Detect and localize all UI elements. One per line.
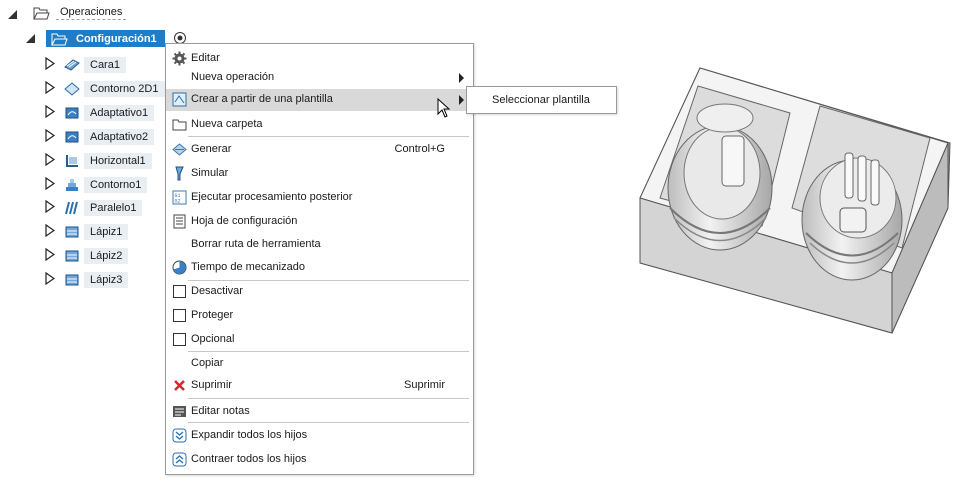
template-submenu <box>466 86 617 114</box>
operation-label: Adaptativo1 <box>84 105 154 121</box>
menu-item-label: Crear a partir de una plantilla <box>191 93 333 105</box>
expand-triangle-icon[interactable] <box>45 57 55 70</box>
menu-item-label: Tiempo de mecanizado <box>191 261 305 273</box>
contour-2d-icon <box>64 81 80 97</box>
pencil-icon <box>64 248 80 264</box>
machining-time-item[interactable] <box>166 257 473 279</box>
setup-sheet-icon <box>172 214 187 229</box>
menu-item-label: Nueva carpeta <box>191 118 263 130</box>
operation-item[interactable] <box>64 56 126 74</box>
generate-icon <box>172 142 187 157</box>
menu-item-label: Contraer todos los hijos <box>191 453 307 465</box>
protect-item[interactable] <box>166 305 473 327</box>
copy-item[interactable] <box>166 353 473 375</box>
delete-icon <box>172 378 187 393</box>
expand-all-icon <box>172 428 187 443</box>
new-folder-item[interactable] <box>166 114 473 136</box>
edit-notes-item[interactable] <box>166 401 473 423</box>
mouse-cursor-icon <box>437 98 453 120</box>
collapse-all-icon <box>172 452 187 467</box>
simulate-item[interactable] <box>166 163 473 185</box>
expand-triangle-icon[interactable] <box>45 272 55 285</box>
menu-separator <box>188 422 469 423</box>
operations-root-label[interactable]: Operaciones <box>56 5 126 20</box>
operation-label: Lápiz3 <box>84 272 128 288</box>
setup-folder-icon <box>50 32 68 46</box>
face-icon <box>64 57 80 73</box>
expand-triangle-icon[interactable] <box>45 153 55 166</box>
menu-item-label: Editar <box>191 52 220 64</box>
pencil-icon <box>64 272 80 288</box>
post-process-icon <box>172 190 187 205</box>
operation-label: Contorno 2D1 <box>84 81 165 97</box>
operation-item[interactable] <box>64 199 142 217</box>
collapse-all-children-item[interactable] <box>166 449 473 471</box>
menu-item-label: Nueva operación <box>191 71 275 83</box>
menu-separator <box>188 136 469 137</box>
setup-label: Configuración1 <box>76 32 157 45</box>
deactivate-item[interactable] <box>166 281 473 303</box>
folder-icon <box>32 5 50 21</box>
operation-label: Contorno1 <box>84 177 147 193</box>
operation-label: Lápiz2 <box>84 248 128 264</box>
expand-triangle-icon[interactable] <box>45 200 55 213</box>
operation-item[interactable] <box>64 247 128 265</box>
collapse-triangle-icon[interactable] <box>26 34 36 44</box>
part-3d-model[interactable] <box>630 58 952 340</box>
operation-item[interactable] <box>64 104 154 122</box>
horizontal-icon <box>64 153 80 169</box>
menu-item-shortcut: Control+G <box>394 143 445 155</box>
menu-separator <box>188 398 469 399</box>
create-from-template-item[interactable] <box>166 89 473 111</box>
expand-triangle-icon[interactable] <box>45 81 55 94</box>
notes-icon <box>172 404 187 419</box>
svg-text:G1: G1 <box>174 193 181 199</box>
parallel-icon <box>64 200 80 216</box>
expand-all-children-item[interactable] <box>166 425 473 447</box>
menu-item-label: Copiar <box>191 357 224 369</box>
adaptive-icon <box>64 129 80 145</box>
pencil-icon <box>64 224 80 240</box>
menu-item-label: Opcional <box>191 333 235 345</box>
menu-item-label: Desactivar <box>191 285 243 297</box>
machining-time-icon <box>172 260 187 275</box>
operation-item[interactable] <box>64 152 152 170</box>
new-operation-item[interactable] <box>166 67 473 89</box>
menu-item-label: Editar notas <box>191 405 250 417</box>
checkbox-icon <box>172 284 187 299</box>
menu-item-label: Simular <box>191 167 229 179</box>
menu-item-label: Suprimir <box>191 379 232 391</box>
expand-triangle-icon[interactable] <box>45 224 55 237</box>
menu-item-label: Generar <box>191 143 232 155</box>
checkbox-icon <box>172 332 187 347</box>
generate-item[interactable] <box>166 139 473 161</box>
folder-icon <box>172 117 187 132</box>
expand-triangle-icon[interactable] <box>45 129 55 142</box>
collapse-triangle-icon[interactable] <box>8 10 18 20</box>
menu-item-label: Ejecutar procesamiento posterior <box>191 191 353 203</box>
clear-toolpath-item[interactable] <box>166 234 473 256</box>
select-template-item[interactable]: Seleccionar plantilla <box>492 94 590 106</box>
operation-label: Paralelo1 <box>84 200 142 216</box>
expand-triangle-icon[interactable] <box>45 177 55 190</box>
menu-item-label: Expandir todos los hijos <box>191 429 308 441</box>
operation-item[interactable] <box>64 176 147 194</box>
setup-sheet-item[interactable] <box>166 211 473 233</box>
operation-label: Lápiz1 <box>84 224 128 240</box>
gear-icon <box>172 51 187 66</box>
operation-label: Cara1 <box>84 57 126 73</box>
operation-label: Horizontal1 <box>84 153 152 169</box>
submenu-arrow-icon <box>459 95 464 105</box>
operation-item[interactable] <box>64 271 128 289</box>
operation-item[interactable] <box>64 128 154 146</box>
expand-triangle-icon[interactable] <box>45 248 55 261</box>
operation-label: Adaptativo2 <box>84 129 154 145</box>
menu-item-label: Borrar ruta de herramienta <box>191 238 321 250</box>
adaptive-icon <box>64 105 80 121</box>
post-process-item[interactable] <box>166 187 473 209</box>
submenu-arrow-icon <box>459 73 464 83</box>
setup-item-selected[interactable] <box>46 30 165 47</box>
simulate-icon <box>172 166 187 181</box>
menu-separator <box>188 280 469 281</box>
operation-item[interactable] <box>64 80 165 98</box>
context-menu <box>165 43 474 475</box>
template-icon <box>172 92 187 107</box>
menu-separator <box>188 351 469 352</box>
svg-text:G2: G2 <box>174 198 181 205</box>
checkbox-icon <box>172 308 187 323</box>
expand-triangle-icon[interactable] <box>45 105 55 118</box>
contour-icon <box>64 177 80 193</box>
optional-item[interactable] <box>166 329 473 351</box>
menu-item-shortcut: Suprimir <box>404 379 445 391</box>
operation-item[interactable] <box>64 223 128 241</box>
delete-item[interactable] <box>166 375 473 397</box>
menu-item-label: Proteger <box>191 309 234 321</box>
menu-item-label: Hoja de configuración <box>191 215 298 227</box>
